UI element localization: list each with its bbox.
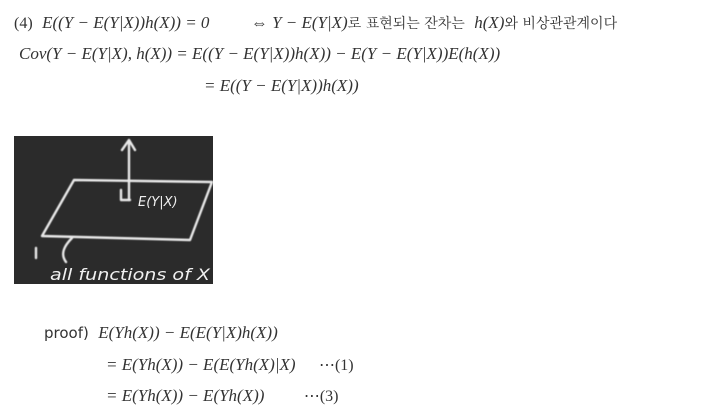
equivalence-expression: ⇔ Y − E(Y|X) [250,13,348,32]
covariance-result: = E((Y − E(Y|X))h(X)) [204,76,359,95]
expectation-equation: E((Y − E(Y|X))h(X)) = 0 [42,13,210,32]
blackboard-figure [14,136,213,284]
proof-expression-2: = E(Yh(X)) − E(E(Yh(X)|X) [106,355,296,374]
proof-line-1 [44,323,278,343]
covariance-equation: Cov(Y − E(Y|X), h(X)) = E((Y − E(Y|X))h(X)) − E(Y − E(Y|X))E(h(X)) [19,44,501,63]
korean-text-2: 와 비상관관계이다 [504,16,618,32]
expectation-label: E(Y|X) [138,195,178,210]
item-number: (4) [14,15,33,32]
hx-function: h(X) [474,13,505,32]
korean-text-1: 로 표현되는 잔차는 [347,16,465,32]
projection-sketch [14,136,213,284]
proof-line-2 [106,355,354,376]
function-space-label: all functions of X [50,265,212,284]
proof-label: proof) [44,324,89,342]
equation-reference-1: ⋯(1) [318,357,354,374]
statement-4 [14,13,617,34]
equation-reference-3: ⋯(3) [303,388,339,405]
proof-expression-1: E(Yh(X)) − E(E(Y|X)h(X)) [98,323,278,342]
proof-expression-3: = E(Yh(X)) − E(Yh(X)) [106,386,265,405]
proof-line-3 [106,386,339,407]
